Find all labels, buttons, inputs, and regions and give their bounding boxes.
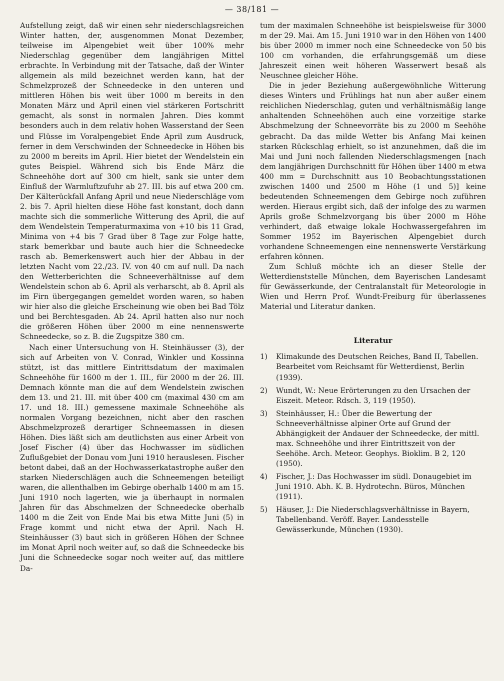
reference-item [260, 352, 486, 382]
reference-number: 4) [260, 471, 268, 481]
reference-text: Häuser, J.: Die Niederschlagsverhältnisse in Bayern, Tabellenband. Veröff. Bayer. Landesstelle Gewässerkunde, München (1930). [276, 505, 470, 535]
body-paragraph: Nach einer Untersuchung von H. Steinhäusser (3), der sich auf Arbeiten von V. Conrad, Winkler und Kossinna stützt, ist das mittlere Eintrittsdatum der maximalen Schneehöhe für 1600 m der 1. III., für 2000 m der 26. III. Demnach könnte man die auf dem Wendelstein zwischen dem 13. und 21. III. mit über 400 cm (maximal 430 cm am 17. und 18. III.) gemessene maximale Schneehöhe als normalen Vorgang bezeichnen, nicht aber den raschen Abschmelzprozeß derartiger Schneemassen in diesen Höhen. Dies läßt sich am deutlichsten aus einer Arbeit von Josef Fischer (4) über das Hochwasser im südlichen Zuflußgebiet der Donau vom Juni 1910 herauslesen. Fischer betont dabei, daß an der Hochwasserkatastrophe außer den starken Niederschlägen auch die Schneemengen beteiligt waren, die allenthalben im Gebirge oberhalb 1400 m am 15. Juni 1910 noch lagerten, wie ja überhaupt in normalen Jahren für das Abschmelzen der Schneedecke oberhalb 1400 m die Zeit von Ende Mai bis etwa Mitte Juni (5) in Frage kommt und nicht etwa der April. Nach H. Steinhäusser (3) baut sich in größeren Höhen der Schnee im Monat April noch weiter auf, so daß die Schneedecke bis Juni die Schneedecke sogar noch weiter auf, das mittlere Da- [20, 342, 244, 573]
body-paragraph: Aufstellung zeigt, daß wir einen sehr niederschlagsreichen Winter hatten, der, ausgenommen Monat Dezember, teilweise im Alpengebiet weit über 100% mehr Niederschlag gegenüber dem langjährigen Mittel erbrachte. In Verbindung mit der Tatsache, daß der Winter allgemein als mild bezeichnet werden kann, hat der Schmelzprozeß der Schneedecke in den unteren und mittleren Höhen bis weit über 1000 m bereits in den Monaten März und April einen viel stärkeren Fortschritt gemacht, als sonst in normalen Jahren. Dies kommt besonders auch in dem relativ hohen Wasserstand der Seen und Flüsse im Voralpengebiet Ende April zum Ausdruck, ferner in dem Verschwinden der Schneedecke in Höhen bis zu 2000 m bereits im April. Hier bietet der Wendelstein ein gutes Beispiel. Während sich bis Ende März die Schneehöhe dort auf 300 cm hielt, sank sie unter dem Einfluß der Warmluftzufuhr ab 27. III. bis auf etwa 200 cm. Der Kälterückfall Anfang April und neue Niederschläge vom 2. bis 7. April hielten diese Höhe fast konstant, doch dann machte sich die sommerliche Witterung des April, die auf dem Wendelstein Temperaturmaxima von +10 bis 11 Grad, Minima von +4 bis 7 Grad über 8 Tage zur Folge hatte, stark bemerkbar und baute auch hier die Schneedecke rasch ab. Bemerkenswert auch hier der Abbau in der letzten Nacht vom 22./23. IV. von 40 cm auf null. Da nach den Wetterberichten die Schneeverhältnisse auf dem Wendelstein schon ab 6. April als verharscht, ab 8. April als im Firn übergegangen gemeldet worden waren, so haben wir hier also die gleiche Erscheinung wie oben bei Bad Tölz und bei Berchtesgaden. Ab 24. April hatten also nur noch die größeren Höhen über 2000 m eine nennenswerte Schneedecke, so z. B. die Zugspitze 380 cm. [20, 21, 244, 342]
left-column [20, 21, 244, 574]
right-column [260, 21, 486, 538]
body-paragraph: Die in jeder Beziehung außergewöhnliche Witterung dieses Winters und Frühlings hat nun aber außer einem reichlichen Niederschlag, guten und verhältnismäßig lange anhaltenden Schneehöhen auch eine vorzeitige starke Abschmelzung der Schneevorräte bis zu 2000 m Seehöhe gebracht. Da das milde Wetter bis Anfang Mai keinen starken Rückschlag erhielt, so ist anzunehmen, daß die im Mai und Juni noch fallenden Niederschlagsmengen [nach dem langjährigen Durchschnitt für Höhen über 1400 m etwa 400 mm = Durchschnitt aus 10 Beobachtungsstationen zwischen 1400 und 2500 m Höhe (1 und 5)] keine bedeutenden Schneemengen dem Gebirge noch zuführen werden. Hieraus ergibt sich, daß der infolge des zu warmen Aprils große Schmelzvorgang bis über 2000 m Höhe verhindert, daß etwaige lokale Hochwassergefahren im Sommer 1952 im Bayerischen Alpengebiet durch vorhandene Schneemengen eine nennenswerte Verstärkung erfahren können. [260, 81, 486, 262]
reference-list [260, 352, 486, 535]
body-paragraph: tum der maximalen Schneehöhe ist beispielsweise für 3000 m der 29. Mai. Am 15. Juni 1910 war in den Höhen von 1400 bis über 2000 m immer noch eine Schneedecke von 50 bis 100 cm vorhanden, die erfahrungsgemäß um diese Jahreszeit einen weit höheren Wasserwert besaß als Neuschnee gleicher Höhe. [260, 21, 486, 81]
body-paragraph: Zum Schluß möchte ich an dieser Stelle der Wetterdienststelle München, dem Bayerischen Landesamt für Gewässerkunde, der Centralanstalt für Meteorologie in Wien und Herrn Prof. Wundt-Freiburg für überlassenes Material und Literatur danken. [260, 262, 486, 312]
reference-item [260, 386, 486, 406]
reference-text: Wundt, W.: Neue Erörterungen zu den Ursachen der Eiszeit. Meteor. Rdsch. 3, 119 (1950). [276, 385, 471, 405]
reference-item [260, 505, 486, 535]
reference-text: Steinhäusser, H.: Über die Bewertung der Schneeverhältnisse alpiner Orte auf Grund der Abhängigkeit der Andauer der Schneedecke, der mittl. max. Schneehöhe und ihrer Eintrittszeit von der Seehöhe. Arch. Meteor. Geophys. Bioklim. B 2, 120 (1950). [276, 408, 480, 468]
reference-number: 1) [260, 352, 268, 362]
page-number: — 38/181 — [224, 5, 280, 14]
reference-number: 2) [260, 385, 268, 395]
reference-item [260, 472, 486, 502]
reference-number: 3) [260, 408, 268, 418]
reference-item [260, 409, 486, 469]
reference-text: Fischer, J.: Das Hochwasser im südl. Donaugebiet im Juni 1910. Abh. K. B. Hydrotechn. Büros, München (1911). [276, 471, 472, 502]
reference-text: Klimakunde des Deutschen Reiches, Band II, Tabellen. Bearbeitet vom Reichsamt für Wetterdienst, Berlin (1939). [276, 352, 479, 382]
literature-heading: Literatur [353, 336, 393, 346]
reference-number: 5) [260, 505, 268, 515]
